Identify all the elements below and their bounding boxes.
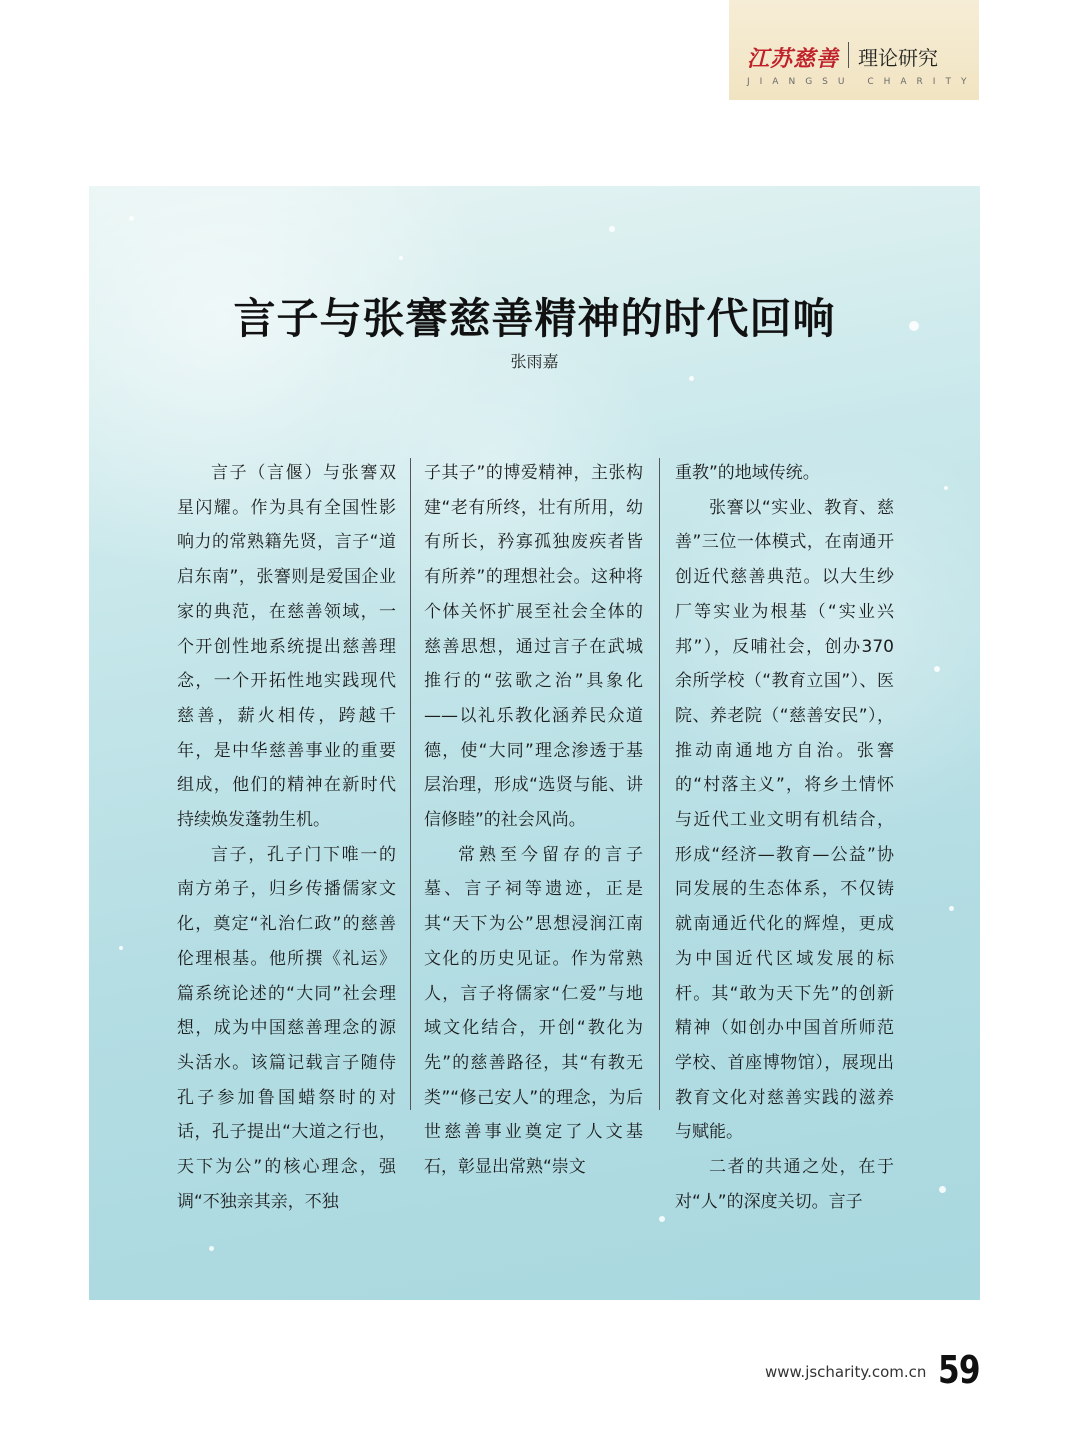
column-divider bbox=[659, 458, 660, 1110]
brand-logo: 江苏慈善 bbox=[747, 46, 840, 72]
paragraph: 重教”的地域传统。 bbox=[675, 463, 820, 483]
decor-sparkle bbox=[399, 256, 403, 260]
decor-sparkle bbox=[659, 1216, 665, 1222]
decor-sparkle bbox=[689, 376, 694, 381]
paragraph: 常熟至今留存的言子墓、言子祠等遗迹，正是其“天下为公”思想浸润江南文化的历史见证。作为常熟人，言子将儒家“仁爱”与地域文化结合，开创“教化为先”的慈善路径，其“有教无类”“修己安人”的理念，为后世慈善事业奠定了人文基石，彰显出常熟“崇文 bbox=[424, 844, 643, 1178]
brand-english: JIANGSU CHARITY bbox=[747, 77, 977, 87]
paragraph: 言子，孔子门下唯一的南方弟子，归乡传播儒家文化，奠定“礼治仁政”的慈善伦理根基。他所撰《礼运》篇系统论述的“大同”社会理想，成为中国慈善理念的源头活水。该篇记载言子随侍孔子参加鲁国蜡祭时的对话，孔子提出“大道之行也，天下为公”的核心理念，强调“不独亲其亲，不独 bbox=[177, 844, 396, 1212]
article-column-3 bbox=[675, 456, 894, 1219]
decor-sparkle bbox=[119, 946, 123, 950]
paragraph: 张謇以“实业、教育、慈善”三位一体模式，在南通开创近代慈善典范。以大生纱厂等实业为根基（“实业兴邦”），反哺社会，创办370余所学校（“教育立国”）、医院、养老院（“慈善安民”），推动南通地方自治。张謇的“村落主义”，将乡土情怀与近代工业文明有机结合，形成“经济—教育—公益”协同发展的生态体系，不仅铸就南通近代化的辉煌，更成为中国近代区域发展的标杆。其“敢为天下先”的创新精神（如创办中国首所师范学校、首座博物馆），展现出教育文化对慈善实践的滋养与赋能。 bbox=[675, 497, 894, 1143]
decor-sparkle bbox=[209, 1246, 214, 1251]
section-title: 理论研究 bbox=[858, 46, 938, 70]
article-author: 张雨嘉 bbox=[510, 352, 559, 371]
article-column-1 bbox=[177, 456, 396, 1219]
article-column-2 bbox=[424, 456, 643, 1185]
paragraph: 子其子”的博爱精神，主张构建“老有所终，壮有所用，幼有所长，矜寡孤独废疾者皆有所养”的理想社会。这种将个体关怀扩展至社会全体的慈善思想，通过言子在武城推行的“弦歌之治”具象化——以礼乐教化涵养民众道德，使“大同”理念渗透于基层治理，形成“选贤与能、讲信修睦”的社会风尚。 bbox=[424, 463, 643, 831]
decor-sparkle bbox=[934, 666, 940, 672]
decor-sparkle bbox=[949, 906, 954, 911]
page-number: 59 bbox=[938, 1348, 980, 1392]
decor-sparkle bbox=[939, 1186, 946, 1193]
decor-sparkle bbox=[609, 226, 615, 232]
brand-divider bbox=[848, 42, 849, 68]
footer-url: www.jscharity.com.cn bbox=[765, 1363, 927, 1381]
paragraph: 二者的共通之处，在于对“人”的深度关切。言子 bbox=[675, 1157, 894, 1212]
article-title: 言子与张謇慈善精神的时代回响 bbox=[233, 294, 836, 343]
column-divider bbox=[410, 458, 411, 1110]
decor-sparkle bbox=[944, 486, 948, 490]
decor-sparkle bbox=[129, 216, 134, 221]
paragraph: 言子（言偃）与张謇双星闪耀。作为具有全国性影响力的常熟籍先贤，言子“道启东南”，张謇则是爱国企业家的典范，在慈善领域，一个开创性地系统提出慈善理念，一个开拓性地实践现代慈善，薪火相传，跨越千年，是中华慈善事业的重要组成，他们的精神在新时代持续焕发蓬勃生机。 bbox=[177, 463, 396, 831]
article-panel bbox=[89, 186, 980, 1300]
